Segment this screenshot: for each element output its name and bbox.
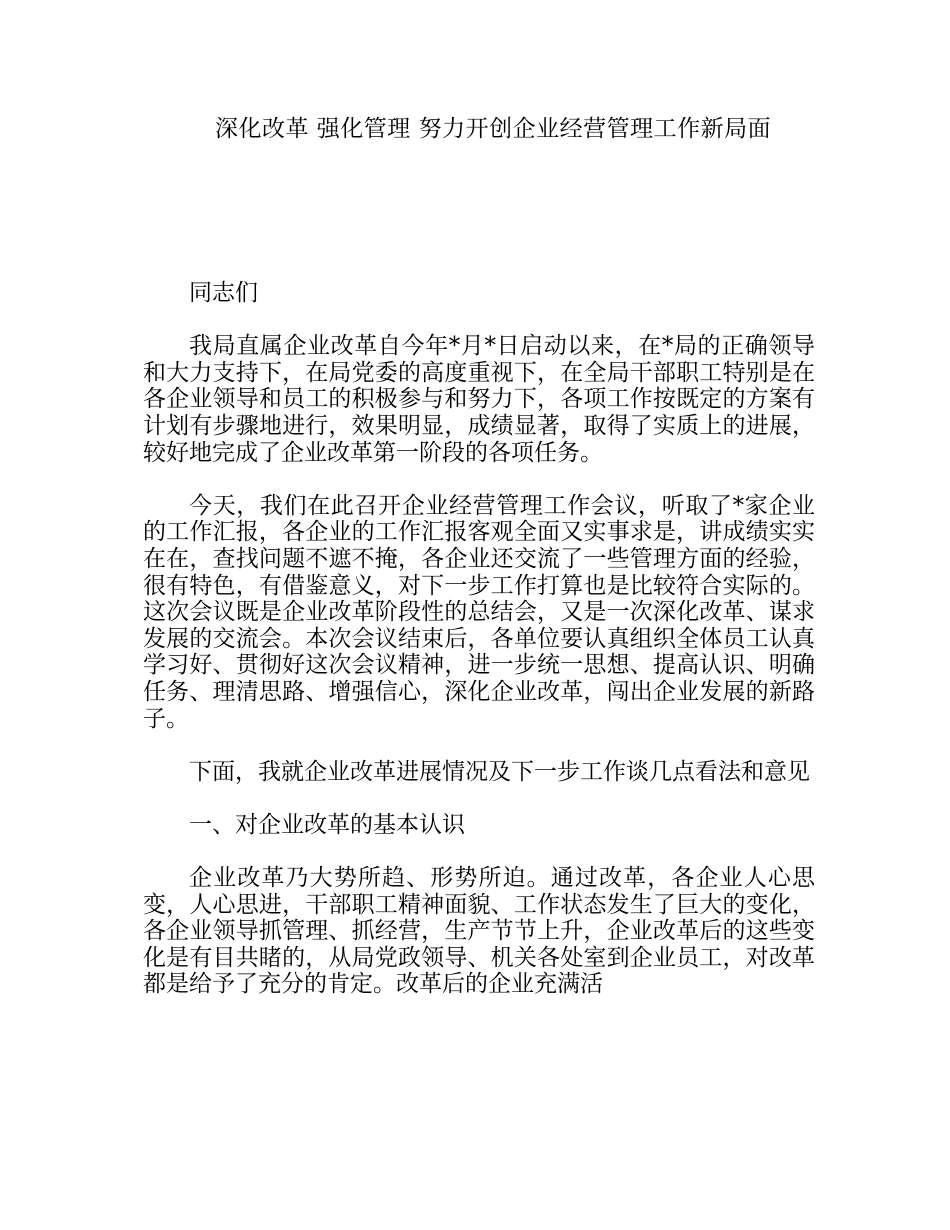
document-body <box>143 280 815 1025</box>
body-paragraph: 我局直属企业改革自今年*月*日启动以来，在*局的正确领导和大力支持下，在局党委的高度重视下，在全局干部职工特别是在各企业领导和员工的积极参与和努力下，各项工作按既定的方案有计划有步骤地进行，效果明显，成绩显著，取得了实质上的进展，较好地完成了企业改革第一阶段的各项任务。 <box>143 333 815 466</box>
body-paragraph: 下面，我就企业改革进展情况及下一步工作谈几点看法和意见 <box>189 758 810 785</box>
section-heading: 一、对企业改革的基本认识 <box>189 811 465 838</box>
body-paragraph: 企业改革乃大势所趋、形势所迫。通过改革，各企业人心思变，人心思进，干部职工精神面貌、工作状态发生了巨大的变化，各企业领导抓管理、抓经营，生产节节上升，企业改革后的这些变化是有目共睹的，从局党政领导、机关各处室到企业员工，对改革都是给予了充分的肯定。改革后的企业充满活 <box>143 865 815 998</box>
document-title: 深化改革 强化管理 努力开创企业经营管理工作新局面 <box>215 116 772 142</box>
salutation-paragraph: 同志们 <box>189 280 258 306</box>
body-paragraph: 今天，我们在此召开企业经营管理工作会议，听取了*家企业的工作汇报，各企业的工作汇报客观全面又实事求是，讲成绩实实在在，查找问题不遮不掩，各企业还交流了一些管理方面的经验，很有特色，有借鉴意义，对下一步工作打算也是比较符合实际的。这次会议既是企业改革阶段性的总结会，又是一次深化改革、谋求发展的交流会。本次会议结束后，各单位要认真组织全体员工认真学习好、贯彻好这次会议精神，进一步统一思想、提高认识、明确任务、理清思路、增强信心，深化企业改革，闯出企业发展的新路子。 <box>143 492 815 732</box>
